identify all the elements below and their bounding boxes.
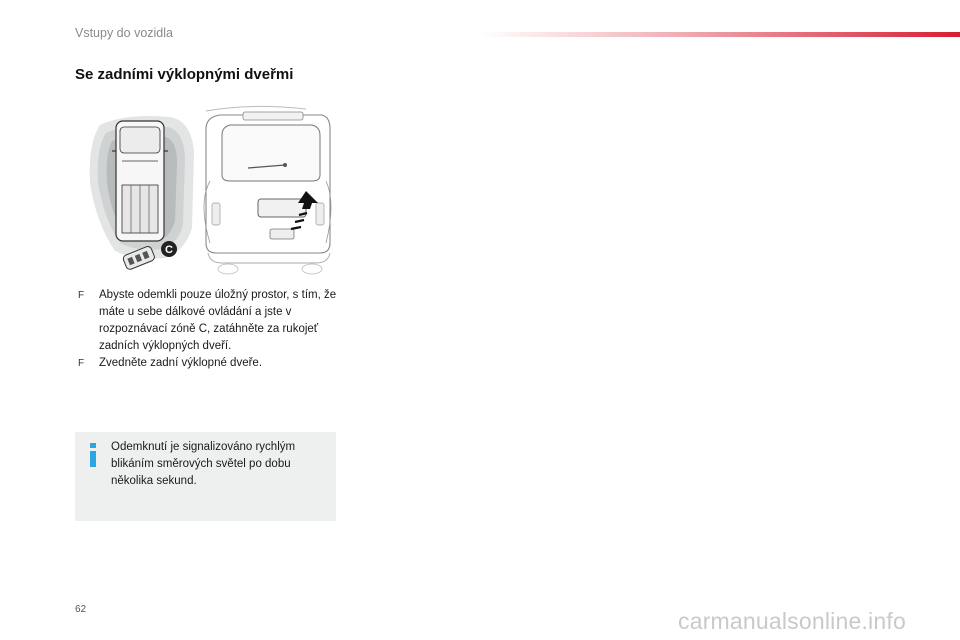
zone-c-label: C	[165, 244, 173, 256]
bullet-icon: F	[78, 290, 85, 301]
list-item	[78, 287, 340, 355]
info-icon	[86, 442, 100, 468]
info-text: Odemknutí je signalizováno rychlým blikáním směrových světel po dobu několika sekund.	[111, 441, 296, 487]
instruction-text: Zvedněte zadní výklopné dveře.	[99, 357, 263, 369]
page-number: 62	[75, 604, 87, 615]
bullet-icon: F	[78, 358, 85, 369]
section-title: Se zadními výklopnými dveřmi	[75, 66, 294, 83]
chapter-title: Vstupy do vozidla	[75, 26, 173, 40]
tailgate-diagram	[80, 103, 340, 288]
zone-c-marker	[161, 241, 177, 257]
info-note	[75, 432, 336, 521]
header-accent-bar	[480, 32, 960, 37]
tailgate-illustration	[80, 103, 340, 288]
watermark: carmanualsonline.info	[678, 608, 906, 634]
van-rear-view	[204, 106, 331, 274]
list-item	[78, 355, 340, 372]
instruction-text: Abyste odemkli pouze úložný prostor, s tím, že máte u sebe dálkové ovládání a jste v rozpoznávací zóně C, zatáhněte za rukojeť zadních výklopných dveří.	[99, 289, 337, 352]
van-top-view	[112, 121, 168, 241]
instruction-list	[78, 287, 340, 372]
